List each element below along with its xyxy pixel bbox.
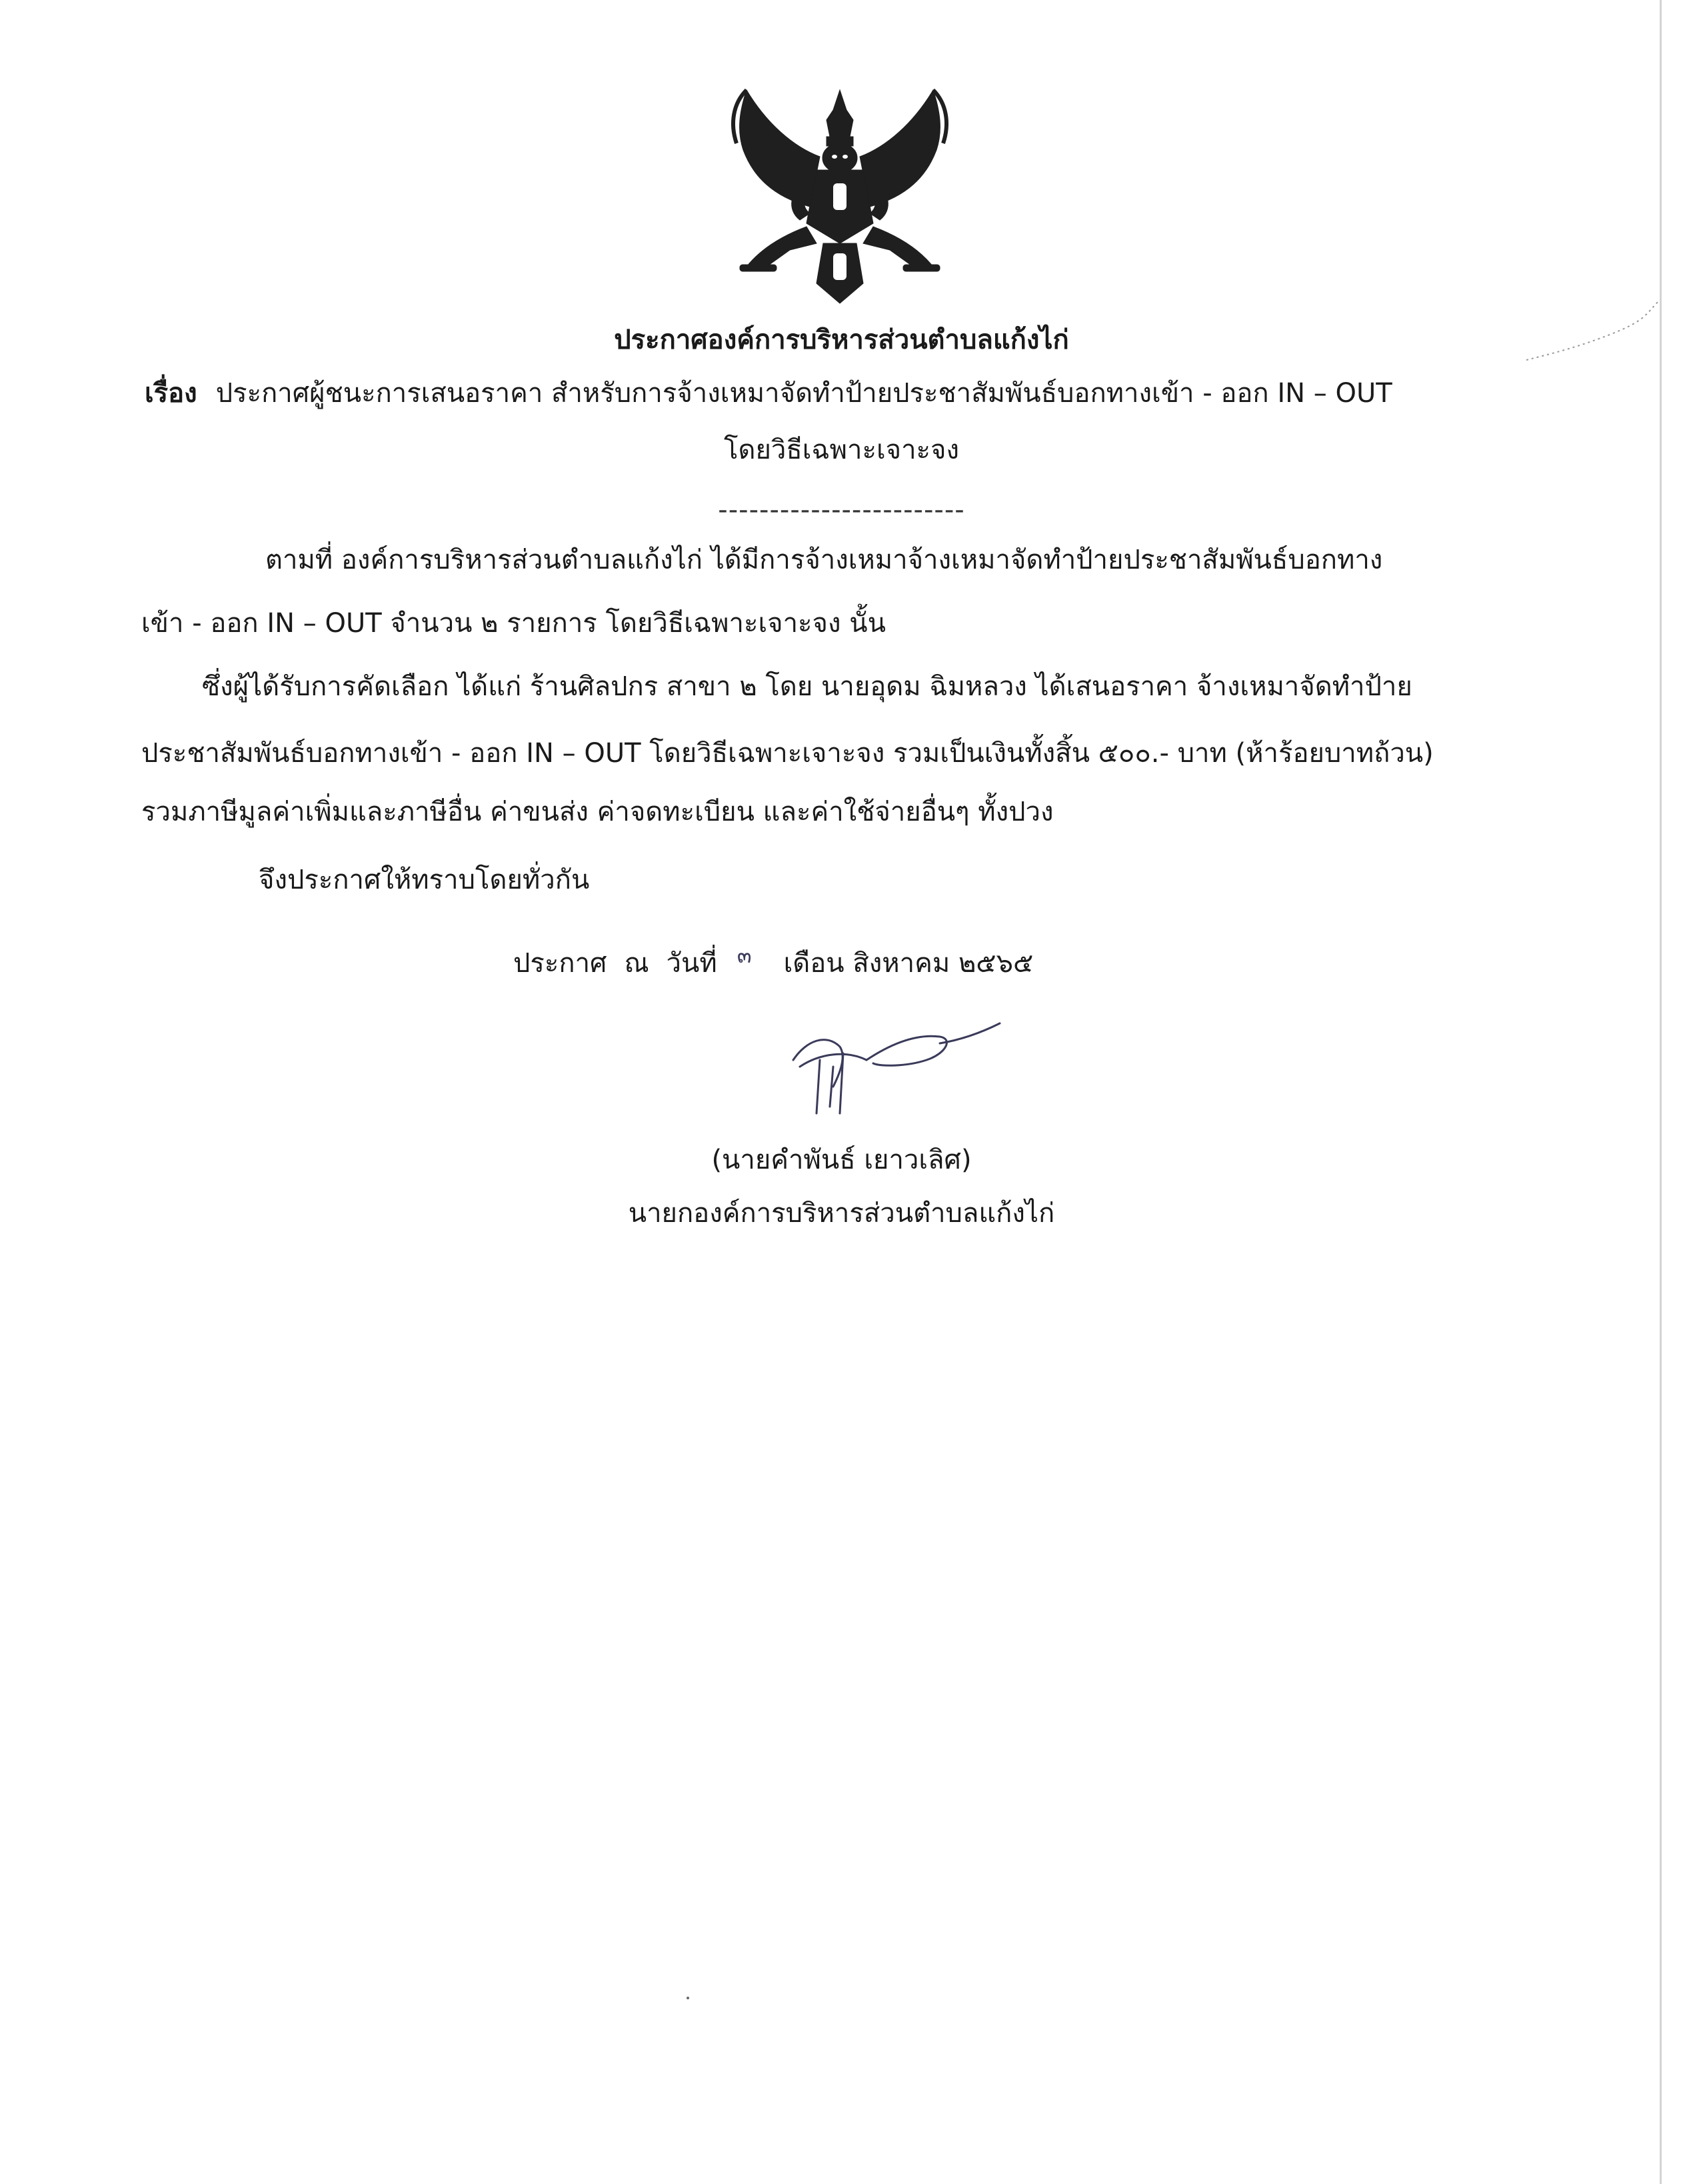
subject-text: ประกาศผู้ชนะการเสนอราคา สำหรับการจ้างเหมาจัดทำป้ายประชาสัมพันธ์บอกทางเข้า - ออก IN – OUT <box>215 378 1392 409</box>
scan-dot <box>687 1997 689 1999</box>
section-divider: ------------------------ <box>718 495 965 525</box>
signer-name: (นายคำพันธ์ เยาวเลิศ) <box>711 1145 972 1175</box>
signer-position: นายกองค์การบริหารส่วนตำบลแก้งไก่ <box>628 1198 1055 1229</box>
subject-line <box>145 380 1544 407</box>
closing-statement: จึงประกาศให้ทราบโดยทั่วกัน <box>259 865 590 895</box>
paragraph2-line2: ประชาสัมพันธ์บอกทางเข้า - ออก IN – OUT โดยวิธีเฉพาะเจาะจง รวมเป็นเงินทั้งสิ้น ๕๐๐.- บาท (ห้าร้อยบาทถ้วน) <box>141 738 1434 769</box>
garuda-emblem-icon <box>727 83 953 307</box>
announcement-date <box>513 943 1050 979</box>
date-day-handwritten: ๓ <box>737 943 752 968</box>
handwritten-signature-icon <box>780 1020 1006 1120</box>
paragraph2-line1: ซึ่งผู้ได้รับการคัดเลือก ได้แก่ ร้านศิลปกร สาขา ๒ โดย นายอุดม ฉิมหลวง ได้เสนอราคา จ้างเหมาจัดทำป้าย <box>202 671 1412 702</box>
paragraph1-line1: ตามที่ องค์การบริหารส่วนตำบลแก้งไก่ ได้มีการจ้างเหมาจ้างเหมาจัดทำป้ายประชาสัมพันธ์บอกทาง <box>265 545 1383 575</box>
date-announce-word: ประกาศ <box>513 948 607 979</box>
subject-label: เรื่อง <box>145 378 197 409</box>
paragraph1-line2: เข้า - ออก IN – OUT จำนวน ๒ รายการ โดยวิธีเฉพาะเจาะจง นั้น <box>141 608 886 639</box>
date-day-label: วันที่ <box>666 948 717 979</box>
date-at-word: ณ <box>624 948 649 979</box>
date-month-year: เดือน สิงหาคม ๒๕๖๕ <box>783 948 1034 979</box>
paragraph2-line3: รวมภาษีมูลค่าเพิ่มและภาษีอื่น ค่าขนส่ง ค่าจดทะเบียน และค่าใช้จ่ายอื่นๆ ทั้งปวง <box>141 797 1054 827</box>
org-title: ประกาศองค์การบริหารส่วนตำบลแก้งไก่ <box>614 325 1069 355</box>
subject-continuation: โดยวิธีเฉพาะเจาะจง <box>723 435 960 465</box>
